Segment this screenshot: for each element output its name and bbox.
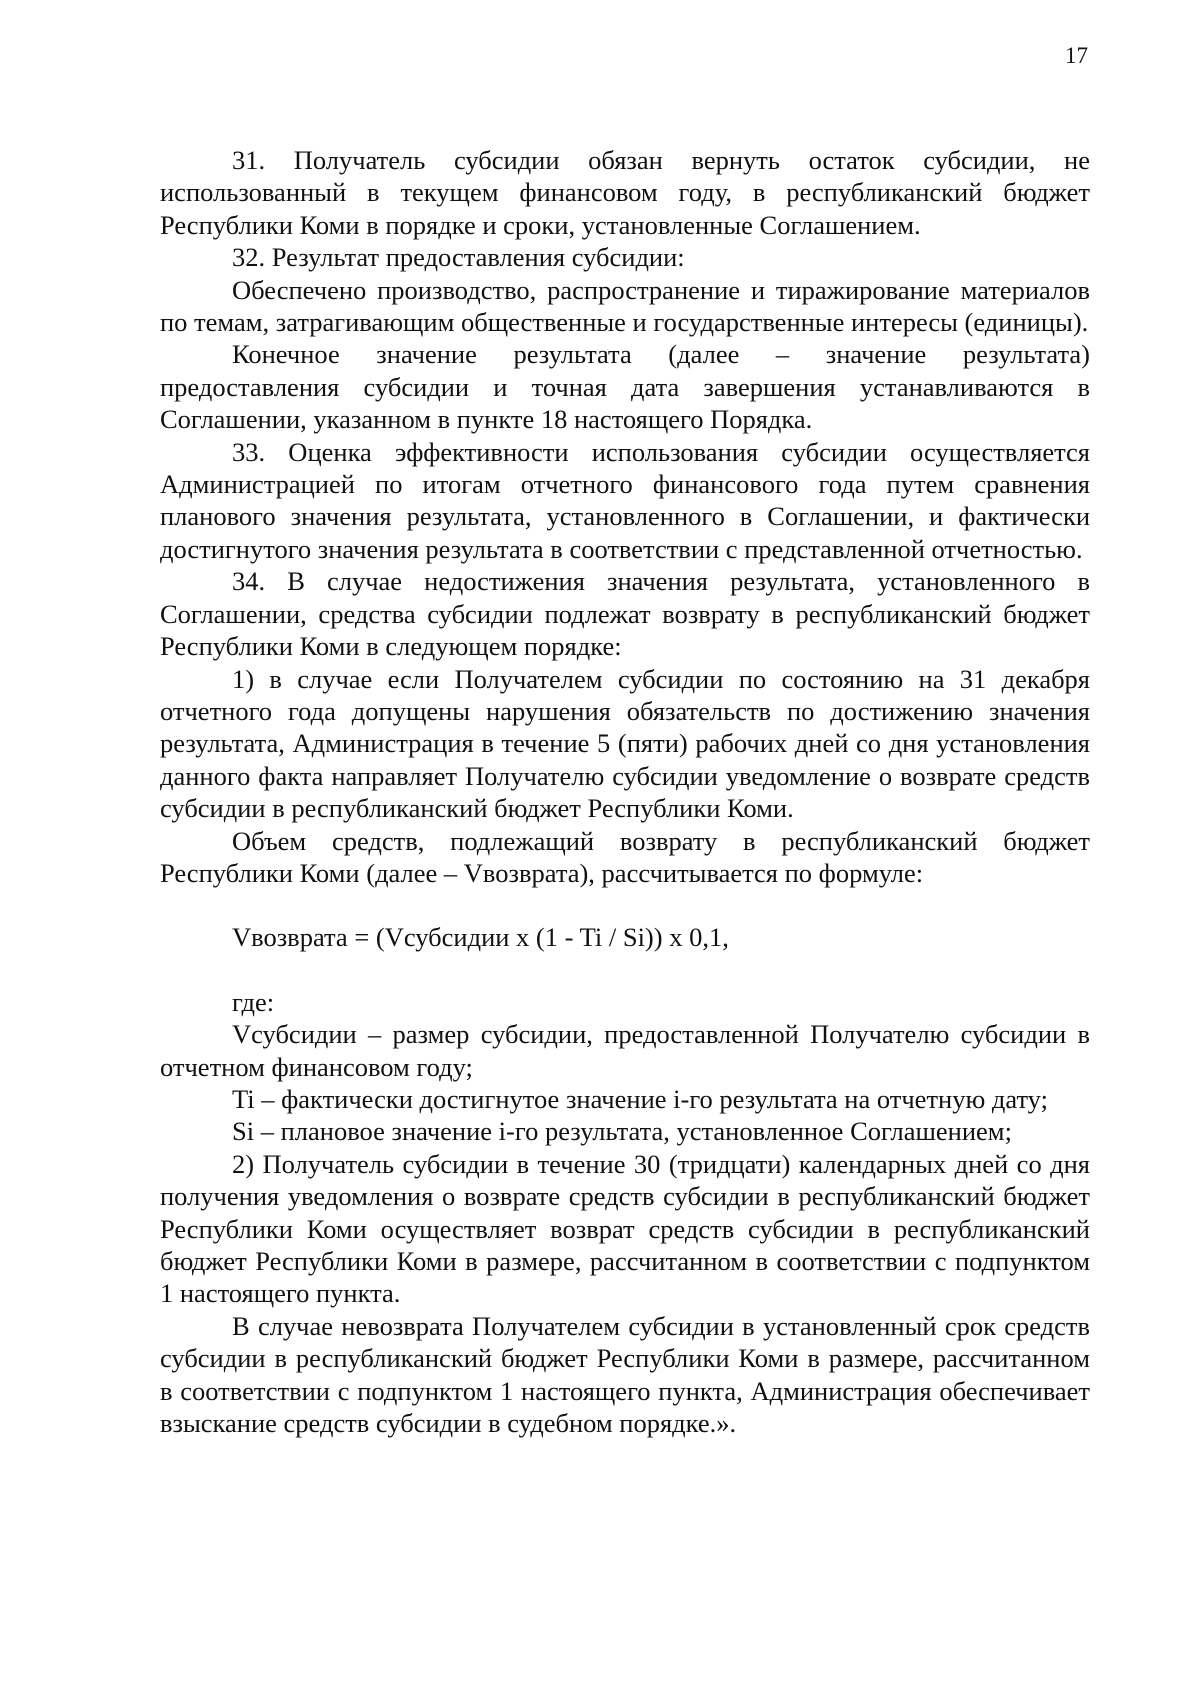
- definition-vsubsidy: Vсубсидии – размер субсидии, предоставленной Получателю субсидии в отчетном финансовом году;: [160, 1019, 1090, 1082]
- definition-si: Si – плановое значение i-го результата, установленное Соглашением;: [232, 1116, 1012, 1147]
- document-body: [160, 144, 1090, 1439]
- paragraph-volume-formula-intro: Объем средств, подлежащий возврату в республиканский бюджет Республики Коми (далее – Vвозврата), рассчитывается по формуле:: [160, 825, 1090, 888]
- definition-ti: Ti – фактически достигнутое значение i-го результата на отчетную дату;: [232, 1083, 1048, 1114]
- paragraph-34-item-1: 1) в случае если Получателем субсидии по состоянию на 31 декабря отчетного года допущены нарушения обязательств по достижению значения результата, Администрация в течение 5 (пяти) рабочих дней со дня установления данного факта направляет Получателю субсидии уведомление о возврате средств субсидии в республиканский бюджет Республики Коми.: [160, 663, 1090, 824]
- paragraph-31: 31. Получатель субсидии обязан вернуть остаток субсидии, не использованный в текущем финансовом году, в республиканский бюджет Республики Коми в порядке и сроки, установленные Соглашением.: [160, 145, 1090, 240]
- page-number: 17: [1065, 43, 1088, 68]
- paragraph-33: 33. Оценка эффективности использования субсидии осуществляется Администрацией по итогам отчетного финансового года путем сравнения планового значения результата, установленного в Соглашении, и фактически достигнутого значения результата в соответствии с представленной отчетностью.: [160, 436, 1090, 564]
- paragraph-32-final-value: Конечное значение результата (далее – значение результата) предоставления субсидии и точная дата завершения устанавливаются в Соглашении, указанном в пункте 18 настоящего Порядка.: [160, 339, 1090, 435]
- paragraph-34-item-2: 2) Получатель субсидии в течение 30 (тридцати) календарных дней со дня получения уведомления о возврате средств субсидии в республиканский бюджет Республики Коми осуществляет возврат средств субсидии в республиканский бюджет Республики Коми в размере, рассчитанном в соответствии с подпунктом 1 настоящего пункта.: [160, 1148, 1090, 1309]
- where-label: где:: [232, 986, 275, 1017]
- refund-formula: Vвозврата = (Vсубсидии x (1 - Ti / Si)) x 0,1,: [232, 922, 729, 953]
- paragraph-34: 34. В случае недостижения значения результата, установленного в Соглашении, средства субсидии подлежат возврату в республиканский бюджет Республики Коми в следующем порядке:: [160, 566, 1090, 662]
- paragraph-32-heading: 32. Результат предоставления субсидии:: [232, 242, 685, 273]
- paragraph-32-result: Обеспечено производство, распространение и тиражирование материалов по темам, затрагивающим общественные и государственные интересы (единицы).: [160, 274, 1090, 338]
- paragraph-nonreturn: В случае невозврата Получателем субсидии в установленный срок средств субсидии в республиканский бюджет Республики Коми в размере, рассчитанном в соответствии с подпунктом 1 настоящего пункта, Администрация обеспечивает взыскание средств субсидии в судебном порядке.».: [160, 1310, 1090, 1439]
